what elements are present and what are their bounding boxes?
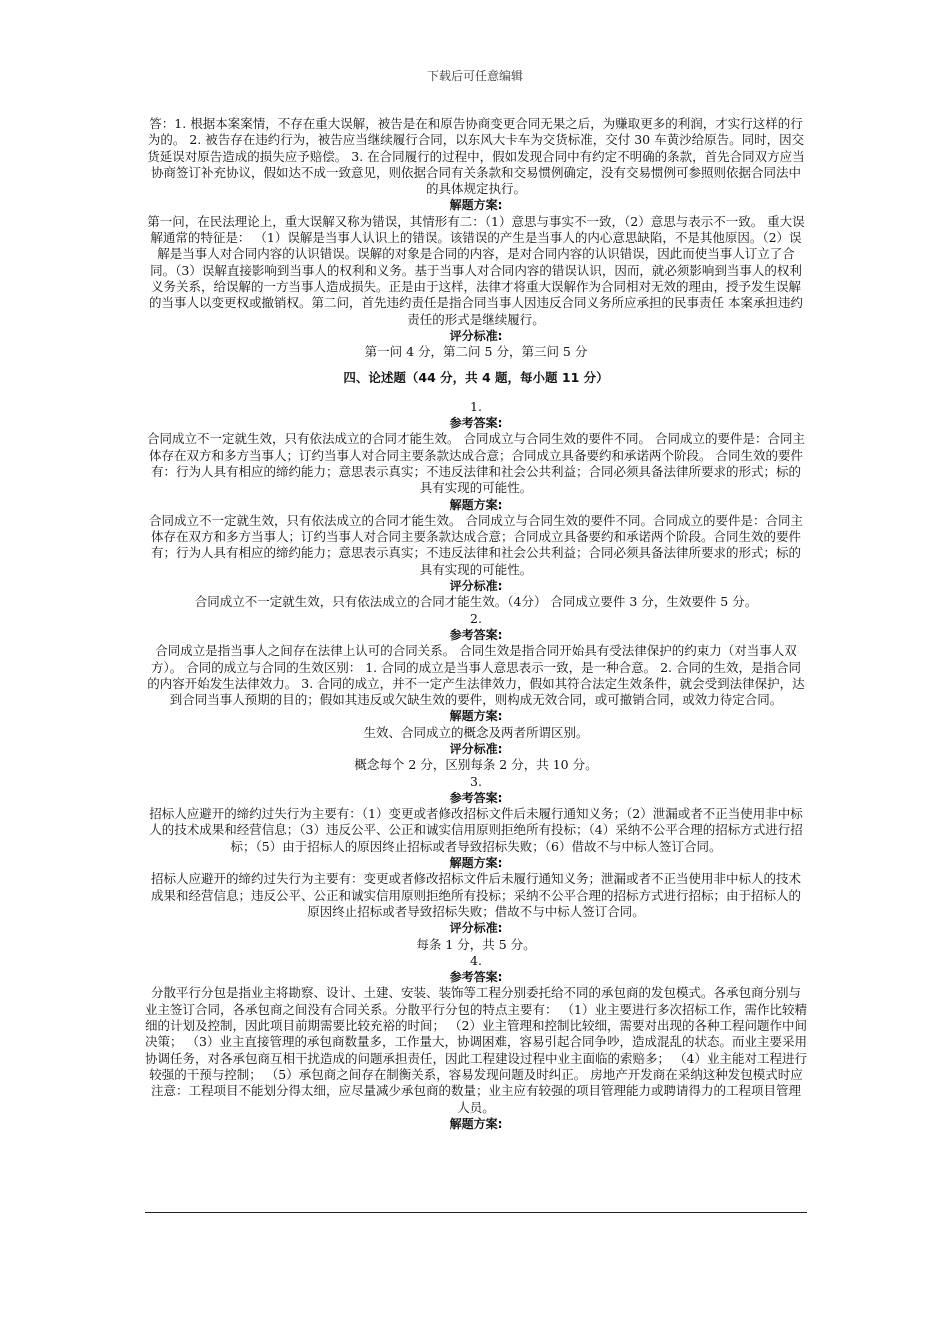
reference-answer-label: 参考答案:: [449, 416, 503, 431]
reference-answer-label: 参考答案:: [449, 970, 503, 985]
essay-question-4: [145, 953, 807, 1132]
reference-answer: 分散平行分包是指业主将勘察、设计、土建、安装、装饰等工程分别委托给不同的承包商的发包模式。各承包商分别与业主签订合同，各承包商之间没有合同关系。分散平行分包的特点主要有： （1）业主要进行多次招标工作，需作比较精细的计划及控制，因此项目前期需要比较充裕的时间； （2）业主管理和控制比较细，需要对出现的各种工程问题作中间决策； （3）业主直接管理的承包商数量多，工作量大，协调困难，容易引起合同争吵，造成混乱的状态。而业主要采用协调任务，对各承包商互相干扰造成的问题承担责任，因此工程建设过程中业主面临的索赔多； （4）业主能对工程进行较强的干预与控制； （5）承包商之间存在制衡关系，容易发现问题及时纠正。 房地产开发商在采纳这种发包模式时应注意：工程项目不能划分得太细，应尽量减少承包商的数量；业主应有较强的项目管理能力或聘请得力的工程项目管理人员。: [145, 985, 807, 1115]
reference-answer-label: 参考答案:: [449, 790, 503, 805]
score-label: 评分标准:: [449, 579, 503, 594]
question-number: 4.: [470, 952, 482, 968]
question-number: 2.: [470, 610, 482, 626]
solution-text: 合同成立不一定就生效，只有依法成立的合同才能生效。 合同成立与合同生效的要件不同。合同成立的要件是：合同主体存在双方和多方当事人；订约当事人对合同主要条款达成合意；合同成立具备要约和承诺两个阶段。合同生效的要件有；行为人具有相应的缔约能力；意思表示真实；不违反法律和社会公共利益；合同必须具备法律所要求的形式；标的具有实现的可能性。: [149, 512, 803, 577]
essay-question-1: [145, 399, 807, 611]
score-text: 概念每个 2 分，区别每条 2 分，共 10 分。: [354, 757, 598, 773]
document-body: [145, 116, 807, 1132]
score-text: 合同成立不一定就生效，只有依法成立的合同才能生效。（4分） 合同成立要件 3 分，生效要件 5 分。: [194, 594, 758, 610]
score-label: 评分标准:: [449, 741, 503, 756]
q3-solution-label: 解题方案:: [449, 198, 503, 213]
bottom-divider: [145, 1212, 807, 1213]
q3-answer: 答：1. 根据本案案情，不存在重大误解，被告是在和原告协商变更合同无果之后，为赚取更多的利润，才实行这样的行为的。 2. 被告存在违约行为，被告应当继续履行合同，以东风大卡车为交货标准，交付 30 车黄沙给原告。同时，因交货延误对原告造成的损失应予赔偿。 3. 在合同履行的过程中，假如发现合同中有约定不明确的条款，首先合同双方应当协商签订补充协议，假如达不成一致意见，则依据合同有关条款和交易惯例确定，没有交易惯例可参照则依据合同法中的具体规定执行。: [147, 116, 805, 197]
reference-answer-label: 参考答案:: [449, 627, 503, 642]
solution-text: 招标人应避开的缔约过失行为主要有：变更或者修改招标文件后未履行通知义务；泄漏或者不正当使用非中标人的技术成果和经营信息；违反公平、公正和诚实信用原则拒绝所有投标；采纳不公平合理的招标方式进行招标；由于招标人的原因终止招标或者导致招标失败；借故不与中标人签订合同。: [150, 871, 801, 919]
reference-answer: 招标人应避开的缔约过失行为主要有：（1）变更或者修改招标文件后未履行通知义务；（2）泄漏或者不正当使用非中标人的技术成果和经营信息；（3）违反公平、公正和诚实信用原则拒绝所有投标；（4）采纳不公平合理的招标方式进行招标；（5）由于招标人的原因终止招标或者导致招标失败；（6）借故不与中标人签订合同。: [149, 806, 803, 854]
q3-score: 第一问 4 分，第二问 5 分，第三问 5 分: [364, 344, 588, 360]
page-header: 下载后可任意编辑: [426, 69, 523, 83]
essay-question-3: [145, 774, 807, 953]
section-title: 四、论述题（44 分，共 4 题，每小题 11 分）: [343, 370, 609, 386]
reference-answer: 合同成立是指当事人之间存在法律上认可的合同关系。 合同生效是指合同开始具有受法律保护的约束力（对当事人双方）。 合同的成立与合同的生效区别： 1. 合同的成立是当事人意思表示一致，是一种合意。 2. 合同的生效，是指合同的内容开始发生法律效力。 3. 合同的成立，并不一定产生法律效力，假如其符合法定生效条件，就会受到法律保护，达到合同当事人预期的目的；假如其违反或欠缺生效的要件，则构成无效合同，或可撤销合同，或效力待定合同。: [147, 643, 805, 708]
score-label: 评分标准:: [449, 921, 503, 936]
q3-solution: 第一问，在民法理论上，重大误解又称为错误，其情形有二：（1）意思与事实不一致，（2）意思与表示不一致。 重大误解通常的特征是： （1）误解是当事人认识上的错误。该错误的产生是当事人的内心意思缺陷，不是其他原因。（2）误解是当事人对合同内容的认识错误。误解的对象是合同的内容，是对合同内容的认识错误，因此而使当事人订立了合同。（3）误解直接影响到当事人的权利和义务。基于当事人对合同内容的错误认识，因而，就必须影响到当事人的权利义务关系，给误解的一方当事人造成损失。正是由于这样，法律才将重大误解作为合同相对无效的理由，授予发生误解的当事人以变更权或撤销权。第二问，首先违约责任是指合同当事人因违反合同义务所应承担的民事责任 本案承担违约责任的形式是继续履行。: [147, 213, 805, 327]
reference-answer: 合同成立不一定就生效，只有依法成立的合同才能生效。 合同成立与合同生效的要件不同。 合同成立的要件是：合同主体存在双方和多方当事人；订约当事人对合同主要条款达成合意；合同成立具备要约和承诺两个阶段。 合同生效的要件有：行为人具有相应的缔约能力；意思表示真实；不违反法律和社会公共利益；合同必须具备法律所要求的形式；标的具有实现的可能性。: [147, 431, 805, 496]
solution-label: 解题方案:: [449, 856, 503, 871]
essay-question-2: [145, 611, 807, 774]
solution-label: 解题方案:: [449, 1116, 503, 1131]
q3-score-label: 评分标准:: [449, 328, 503, 343]
question-number: 3.: [470, 773, 482, 789]
solution-label: 解题方案:: [449, 709, 503, 724]
solution-text: 生效、合同成立的概念及两者所谓区别。: [363, 724, 589, 740]
score-text: 每条 1 分，共 5 分。: [416, 936, 536, 952]
solution-label: 解题方案:: [449, 497, 503, 512]
question-number: 1.: [470, 398, 482, 414]
